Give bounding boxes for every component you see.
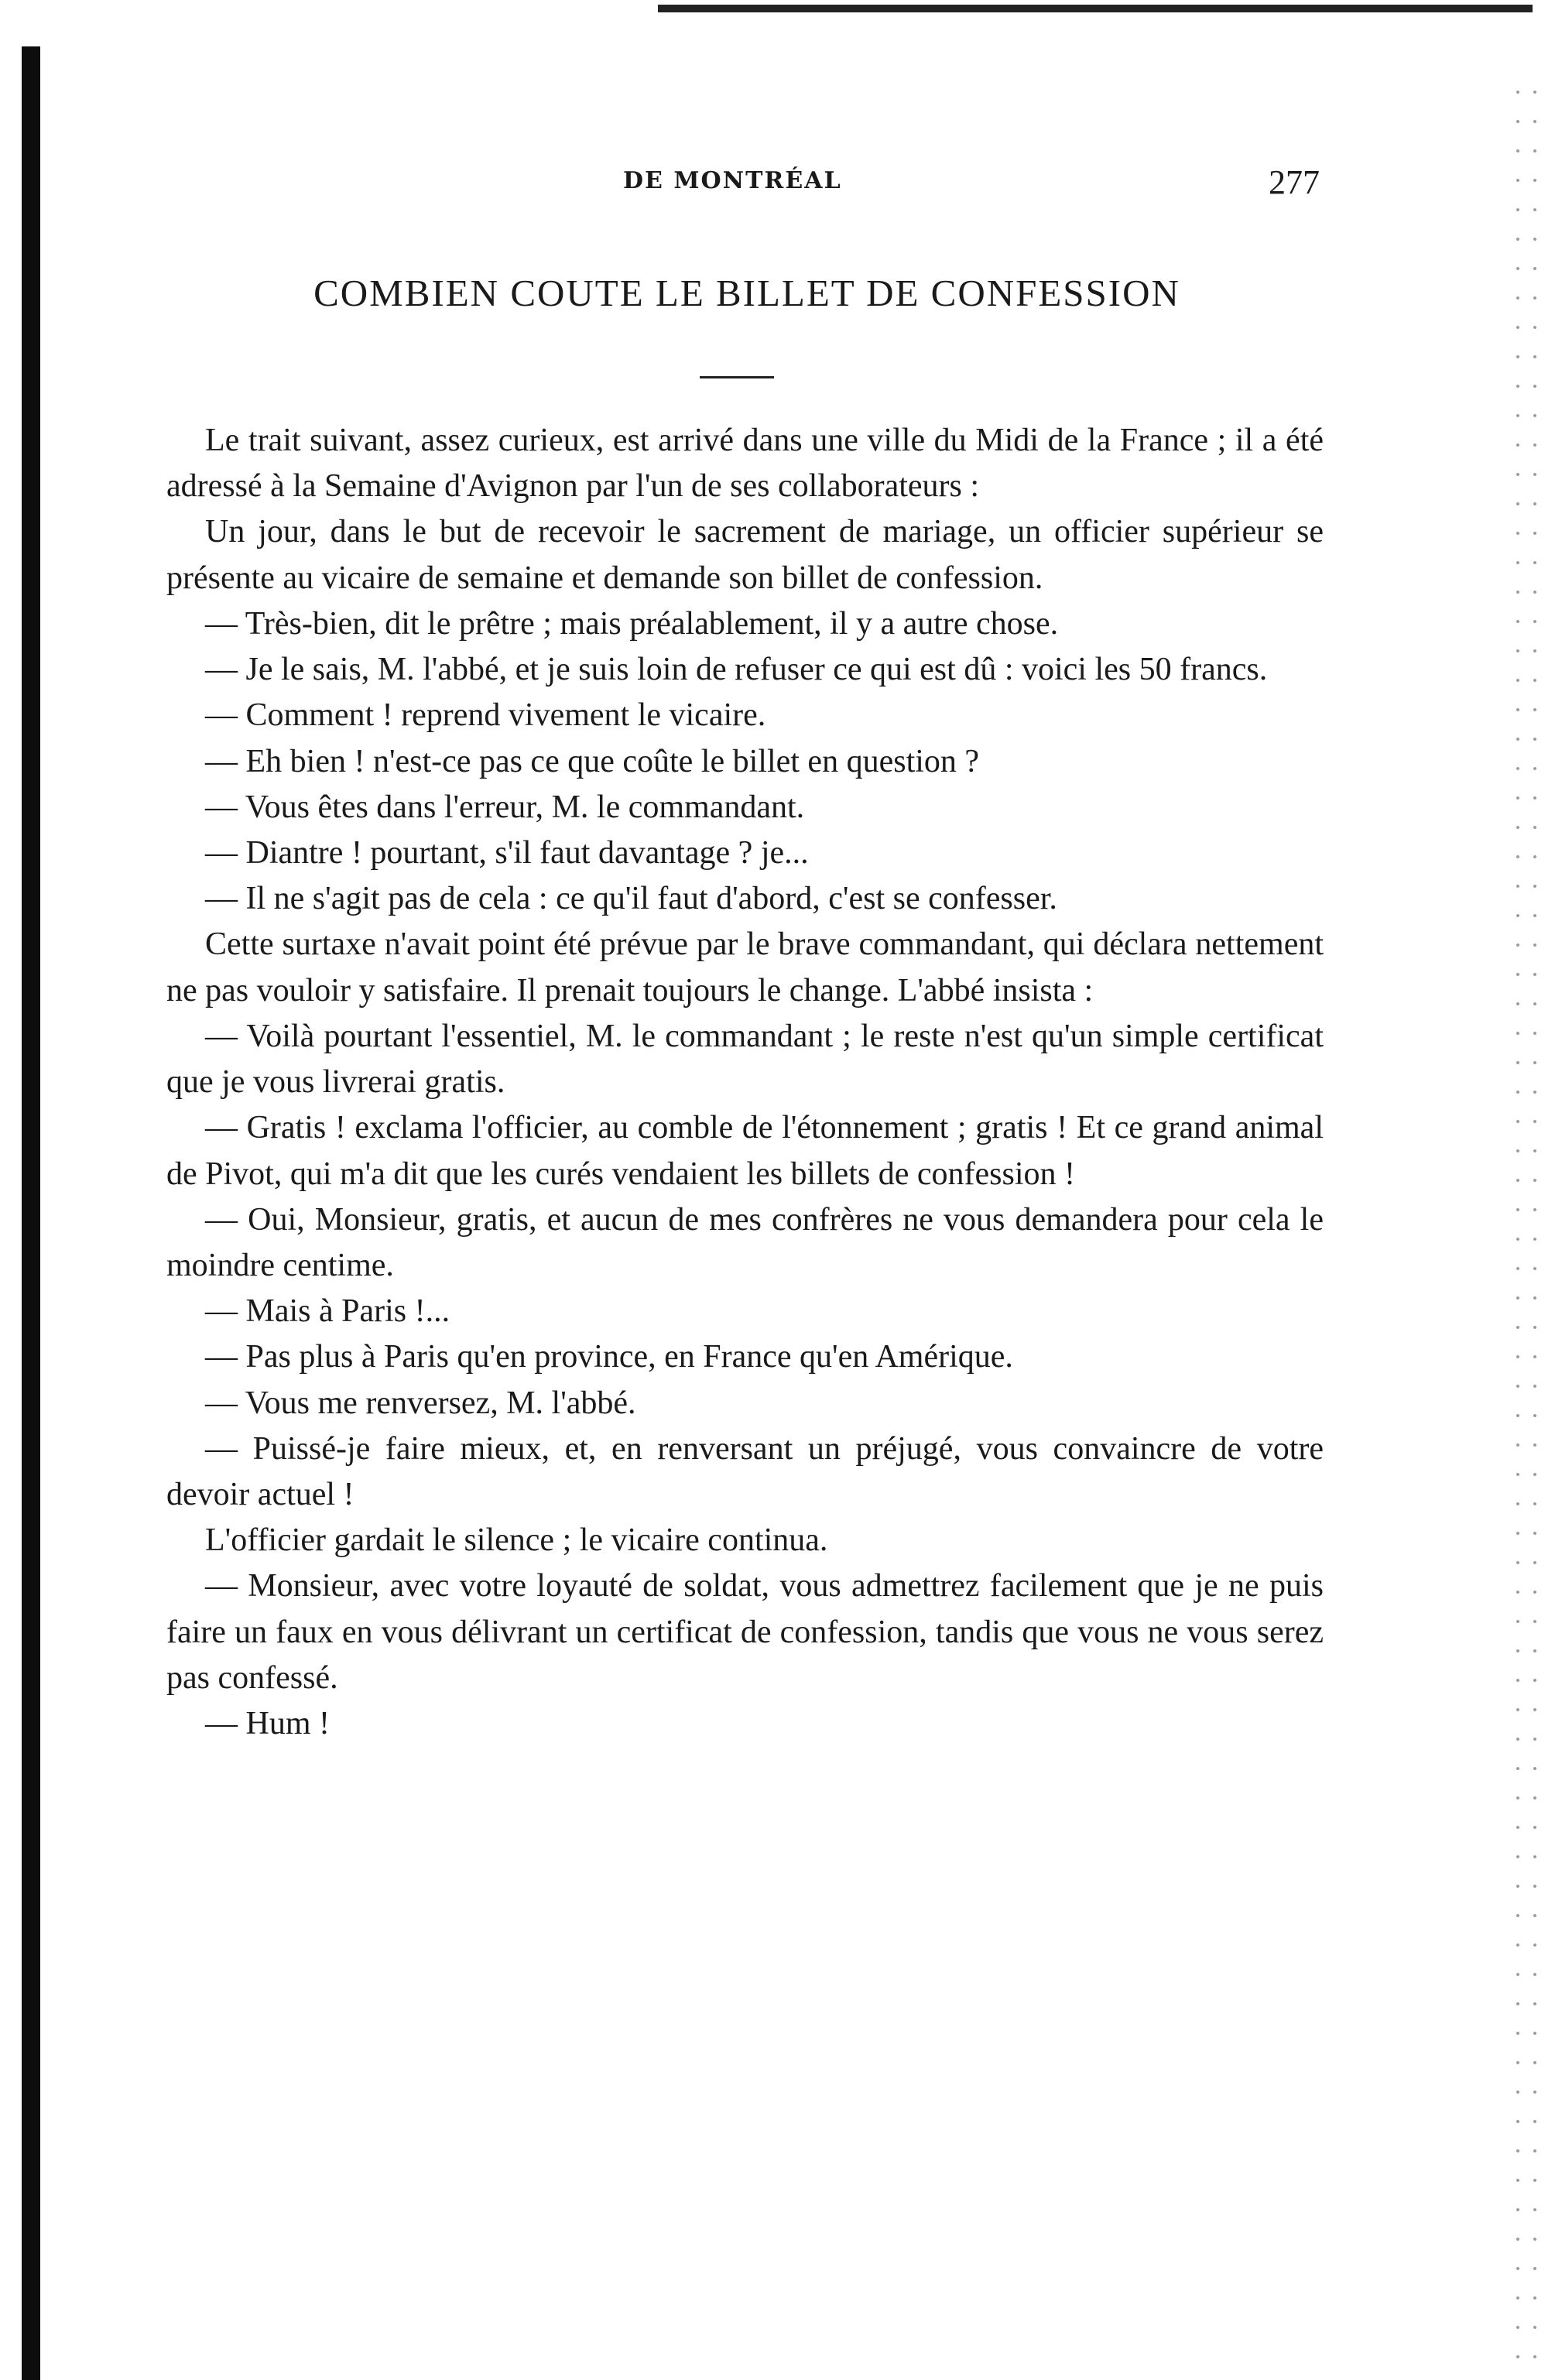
paragraph: — Comment ! reprend vivement le vicaire. [205, 697, 766, 734]
paragraph: — Puissé-je faire mieux, et, en renversant un préjugé, vous convaincre de votre devoir actuel ! [166, 1430, 1324, 1513]
paragraph: — Diantre ! pourtant, s'il faut davantage ? je... [205, 834, 809, 871]
paragraph: — Mais à Paris !... [205, 1293, 450, 1330]
binding-edge-shadow [22, 46, 40, 2380]
page-number: 277 [1269, 163, 1320, 201]
paragraph: — Vous me renversez, M. l'abbé. [205, 1385, 636, 1421]
body-text [166, 418, 1324, 1747]
paragraph: — Vous êtes dans l'erreur, M. le commandant. [205, 789, 805, 825]
paragraph: Un jour, dans le but de recevoir le sacrement de mariage, un officier supérieur se présente au vicaire de semaine et demande son billet de confession. [166, 514, 1324, 596]
paragraph: — Il ne s'agit pas de cela : ce qu'il faut d'abord, c'est se confesser. [205, 881, 1057, 917]
paragraph: — Monsieur, avec votre loyauté de soldat, vous admettrez facilement que je ne puis faire un faux en vous délivrant un certificat de confession, tandis que vous ne vous serez pas confessé. [166, 1568, 1324, 1696]
running-title: DE MONTRÉAL [623, 167, 842, 194]
paragraph: — Gratis ! exclama l'officier, au comble de l'étonnement ; gratis ! Et ce grand animal de Pivot, qui m'a dit que les curés vendaient les billets de confession ! [166, 1110, 1324, 1192]
paragraph: Le trait suivant, assez curieux, est arrivé dans une ville du Midi de la France ; il a été adressé à la Semaine d'Avignon par l'un de ses collaborateurs : [166, 423, 1324, 505]
running-header [166, 163, 1327, 209]
paragraph: — Je le sais, M. l'abbé, et je suis loin de refuser ce qui est dû : voici les 50 francs. [205, 652, 1268, 688]
paragraph: — Pas plus à Paris qu'en province, en France qu'en Amérique. [205, 1339, 1013, 1375]
top-edge-rule [658, 5, 1533, 12]
paragraph: L'officier gardait le silence ; le vicaire continua. [205, 1522, 828, 1559]
paragraph: — Très-bien, dit le prêtre ; mais préalablement, il y a autre chose. [205, 605, 1059, 642]
paragraph: — Voilà pourtant l'essentiel, M. le commandant ; le reste n'est qu'un simple certificat que je vous livrerai gratis. [166, 1018, 1324, 1101]
title-divider [700, 376, 774, 378]
paragraph: Cette surtaxe n'avait point été prévue par le brave commandant, qui déclara nettement ne pas vouloir y satisfaire. Il prenait toujours le change. L'abbé insista : [166, 926, 1324, 1009]
paragraph: — Eh bien ! n'est-ce pas ce que coûte le billet en question ? [205, 743, 980, 779]
paragraph: — Hum ! [205, 1706, 330, 1742]
chapter-title: COMBIEN COUTE LE BILLET DE CONFESSION [313, 272, 1180, 314]
paragraph: — Oui, Monsieur, gratis, et aucun de mes confrères ne vous demandera pour cela le moindre centime. [166, 1201, 1324, 1283]
scan-noise-edge [1509, 77, 1548, 2368]
